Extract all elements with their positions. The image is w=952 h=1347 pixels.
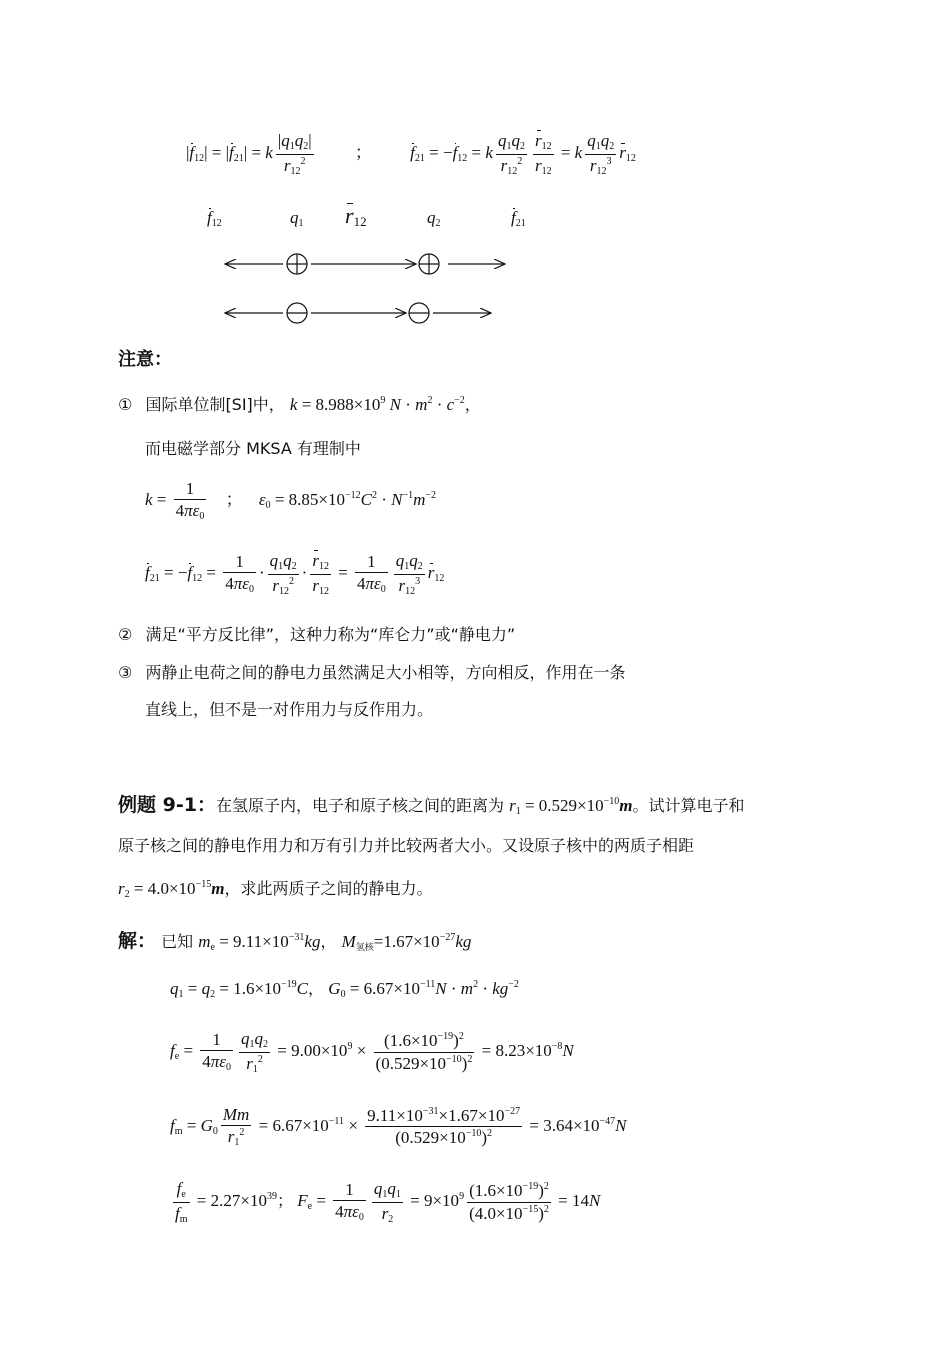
solution-heading: 解： bbox=[118, 930, 157, 952]
formula-ratio-and-Fe: $\frac{f_e}{f_m}$ = $2.27\times 10^{39}$； $F_e$ = $\frac{1}{4\pi\varepsilon_0}$ $\frac{q_1q_1}{r_2}$ = $9\times 10^9$ $\frac{(1.6\times 10^{-19})^2}{(4.0\times 10^{-15})^2}$ = 14N bbox=[175, 1179, 601, 1225]
coulomb-force-diagram bbox=[215, 248, 515, 328]
notes-heading: 注意： bbox=[118, 349, 172, 370]
negative-charges-row bbox=[225, 303, 491, 323]
diagram-label-r12: $r_{12}$ bbox=[345, 203, 367, 229]
formula-coulomb-si: $f_{21} = -f_{12}$ = $\frac{1}{4\pi\varepsilon_0}$ · $\frac{q_1q_2}{r_{12}^2}$ · $\frac{r_{12}}{r_{12}}$ = $\frac{1}{4\pi\varepsilon_0}$ $\frac{q_1q_2}{r_{12}^3}$ $r_{12}$ bbox=[145, 551, 445, 597]
note-item-3-line2: 直线上，但不是一对作用力与反作用力。 bbox=[145, 700, 434, 719]
solution-given-2: $q_1 = q_2 = 1.6\times 10^{-19}C$， $G_0 = 6.67\times 10^{-11}N \cdot m^2 \cdot kg^{-2}$ bbox=[170, 979, 519, 1000]
example-line-2: 原子核之间的静电作用力和万有引力并比较两者大小。又设原子核中的两质子相距 bbox=[118, 836, 695, 855]
example-line-1: 例题 9-1：在氢原子内，电子和原子核之间的距离为 $r_1 = 0.529\times 10^{-10}m$。试计算电子和 bbox=[118, 794, 745, 817]
positive-charges-row bbox=[225, 254, 505, 274]
diagram-label-f21: $f_{21}$ bbox=[511, 208, 526, 229]
item-marker-2: ② bbox=[118, 625, 133, 644]
positive-charge-q1 bbox=[287, 254, 307, 274]
formula-k-epsilon: k = $\frac{1}{4\pi\varepsilon_0}$ ； $\varepsilon_0 = 8.85\times 10^{-12}C^2 \cdot N^{-1}m^{-2}$ bbox=[145, 479, 437, 523]
positive-charge-q2 bbox=[419, 254, 439, 274]
note-item-3: ③ 两静止电荷之间的静电力虽然满足大小相等，方向相反，作用在一条 bbox=[118, 663, 626, 682]
note-item-1: ① 国际单位制[SI]中， $k = 8.988\times 10^9$ $N \cdot m^2 \cdot c^{-2}$， bbox=[118, 395, 481, 414]
item-marker-1: ① bbox=[118, 395, 133, 414]
diagram-label-q1: $q_1$ bbox=[290, 208, 304, 229]
note-item-1-line2: 而电磁学部分 MKSA 有理制中 bbox=[145, 439, 361, 458]
formula-fm: $f_m = G_0$ $\frac{Mm}{r_1^2}$ = $6.67\times 10^{-11}$ × $\frac{9.11\times 10^{-31}\times 1.67\times 10^{-27}}{(0.529\times 10^{-10})^2}$ = $3.64\times 10^{-47}N$ bbox=[170, 1105, 627, 1149]
diagram-label-q2: $q_2$ bbox=[427, 208, 441, 229]
item-marker-3: ③ bbox=[118, 663, 133, 682]
diagram-label-f12: $f_{12}$ bbox=[207, 208, 222, 229]
example-line-3: $r_2 = 4.0\times 10^{-15}m$，求此两质子之间的静电力。 bbox=[118, 879, 433, 900]
note-item-2: ② 满足“平方反比律”，这种力称为“库仑力”或“静电力” bbox=[118, 625, 516, 644]
negative-charge-q2 bbox=[409, 303, 429, 323]
formula-coulomb-magnitude: $|f_{12}| = |f_{21}| = k$ $\frac{|q_1q_2|}{r_{12}^2}$ ； $f_{21} = -f_{12} = k$ $\frac{q_1q_2}{r_{12}^2}$ $\frac{r_{12}}{r_{12}}$ = k $\frac{q_1q_2}{r_{12}^3}$ $r_{12}$ bbox=[186, 131, 636, 177]
solution-given-1: 解： 已知 $m_e = 9.11\times 10^{-31}kg$， $M_{氢核}=1.67\times 10^{-27}kg$ bbox=[118, 930, 472, 953]
formula-fe: $f_e$ = $\frac{1}{4\pi\varepsilon_0}$ $\frac{q_1q_2}{r_1^2}$ = $9.00\times 10^9$ × $\frac{(1.6\times 10^{-19})^2}{(0.529\times 10^{-10})^2}$ = $8.23\times 10^{-8}N$ bbox=[170, 1029, 574, 1075]
negative-charge-q1 bbox=[287, 303, 307, 323]
example-title: 例题 9-1： bbox=[118, 794, 216, 816]
